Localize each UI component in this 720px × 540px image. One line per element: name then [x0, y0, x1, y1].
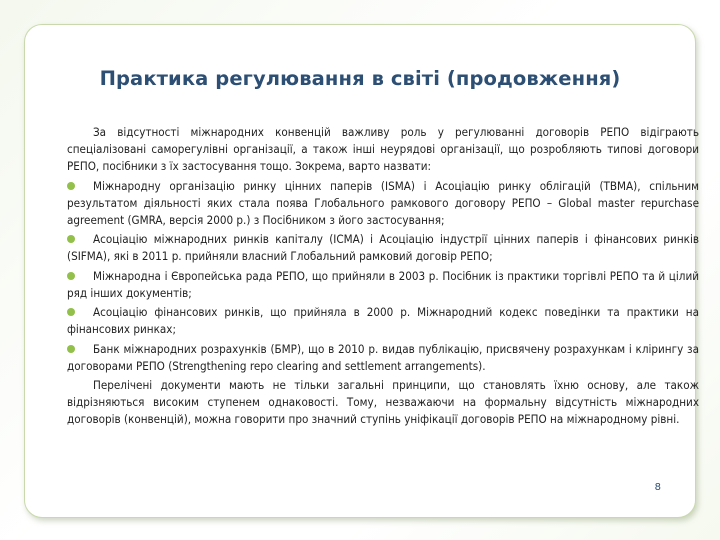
page-title: Практика регулювання в світі (продовження): [99, 67, 621, 90]
list-item-text: Міжнародна і Європейська рада РЕПО, що прийняли в 2003 р. Посібник із практики торгівлі РЕПО та й цілий ряд інших документів;: [67, 268, 699, 300]
organizations-list: [67, 178, 699, 375]
list-item: [67, 178, 699, 229]
page-number: 8: [654, 482, 661, 493]
intro-paragraph: За відсутності міжнародних конвенцій важливу роль у регулюванні договорів РЕПО відіграють спеціалізовані саморегулівні організації, а також інші неурядові організації, що розробляють типові договори РЕПО, посібники з їх застосування тощо. Зокрема, варто назвати:: [67, 125, 699, 173]
bullet-dot-icon: [67, 182, 75, 190]
slide-frame: [24, 24, 699, 518]
list-item: [67, 268, 699, 302]
list-item-text: Міжнародну організацію ринку цінних паперів (ISMA) і Асоціацію ринку облігацій (TBMA), спільним результатом діяльності яких стала поява Глобального рамкового договору РЕПО – Global master repurchase agreement (GMRA, версія 2000 р.) з Посібником з його застосування;: [67, 178, 699, 227]
list-item-text: Банк міжнародних розрахунків (БМР), що в 2010 р. видав публікацію, присвячену розрахункам і клірингу за договорами РЕПО (Strengthening repo clearing and settlement arrangements).: [67, 341, 699, 373]
bullet-dot-icon: [67, 308, 75, 316]
list-item: [67, 231, 699, 265]
bullet-dot-icon: [67, 235, 75, 243]
slide-body: [67, 124, 699, 431]
conclusion-paragraph: Перелічені документи мають не тільки загальні принципи, що становлять їхню основу, але також відрізняються високим ступенем однаковості. Тому, незважаючи на формальну відсутність міжнародних договорів (конвенцій), можна говорити про значний ступінь уніфікації договорів РЕПО на міжнародному рівні.: [67, 378, 699, 426]
list-item-text: Асоціацію фінансових ринків, що прийняла в 2000 р. Міжнародний кодекс поведінки та практики на фінансових ринках;: [67, 305, 699, 336]
list-item-text: Асоціацію міжнародних ринків капіталу (ICMA) і Асоціацію індустрії цінних паперів і фінансових ринків (SIFMA), які в 2011 р. прийняли власний Глобальний рамковий договір РЕПО;: [67, 232, 699, 263]
list-item: [67, 304, 699, 338]
bullet-dot-icon: [67, 272, 75, 280]
list-item: [67, 341, 699, 375]
bullet-dot-icon: [67, 345, 75, 353]
